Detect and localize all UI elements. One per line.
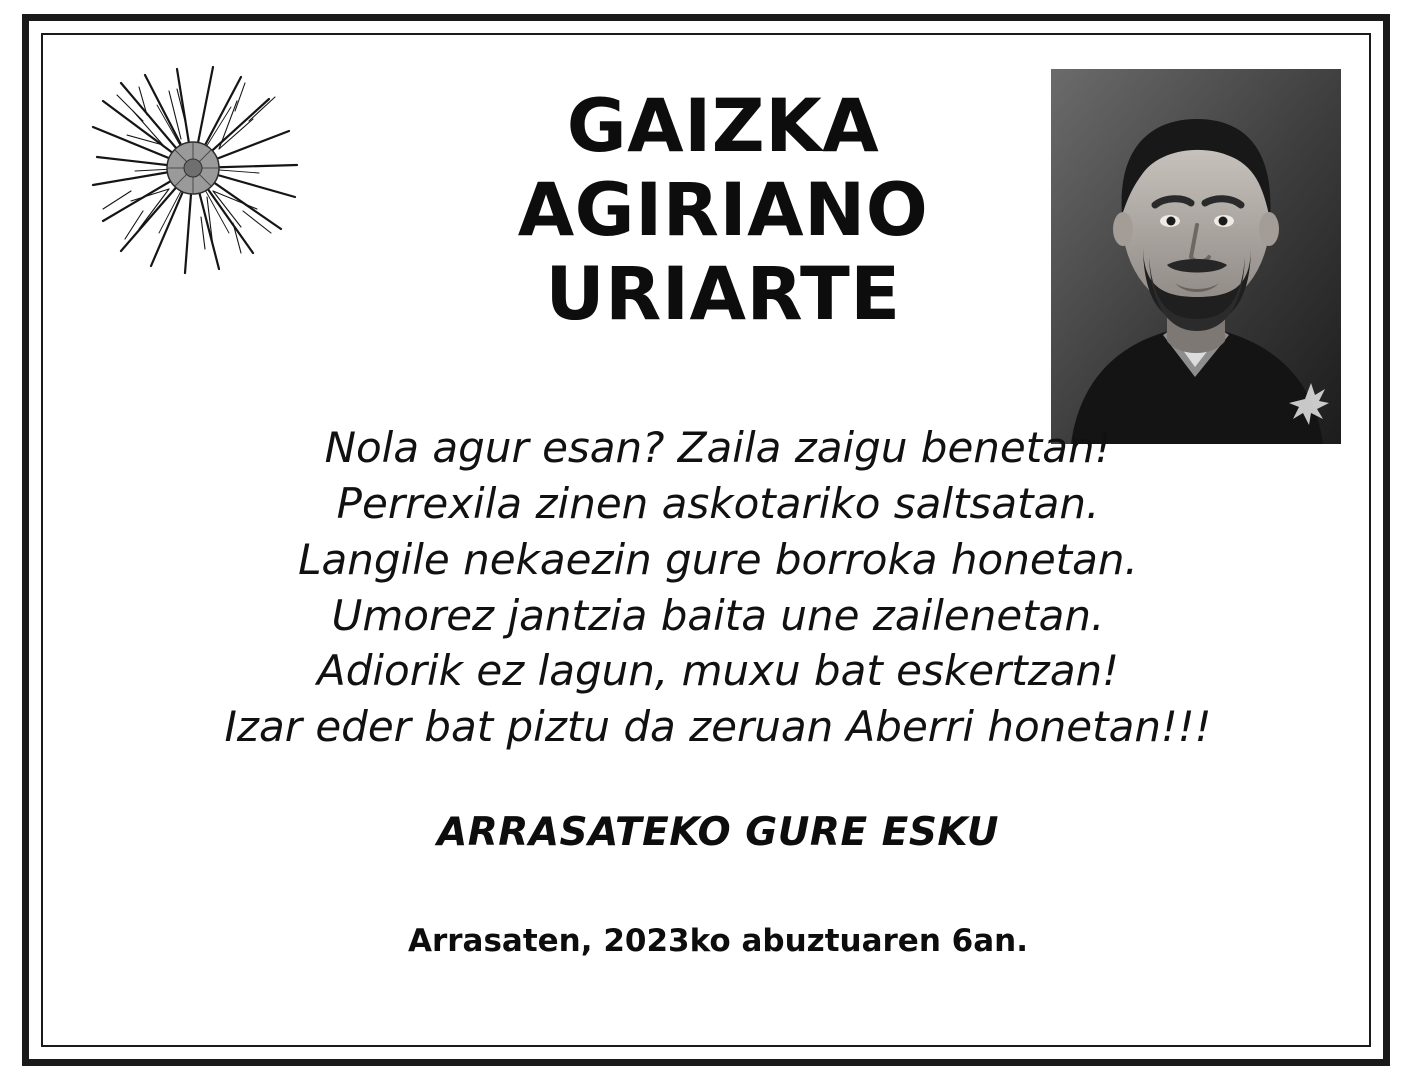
eguzkilore-thistle-icon	[73, 61, 313, 276]
name-line-2: AGIRIANO	[517, 167, 929, 253]
name-line-3: URIARTE	[545, 251, 901, 337]
notice-inner-frame	[41, 33, 1371, 1047]
deceased-name	[343, 85, 1103, 337]
signature-organization: ARRASATEKO GURE ESKU	[437, 810, 999, 855]
obituary-notice	[22, 14, 1390, 1066]
poem-line: Umorez jantzia baita une zailenetan.	[331, 590, 1105, 640]
poem-line: Izar eder bat piztu da zeruan Aberri honetan!!!	[224, 702, 1212, 752]
poem-line: Adiorik ez lagun, muxu bat eskertzan!	[316, 646, 1120, 696]
memorial-poem	[103, 420, 1333, 755]
name-line-1: GAIZKA	[566, 84, 880, 169]
poem-line: Nola agur esan? Zaila zaigu benetan!	[324, 423, 1112, 472]
place-and-date: Arrasaten, 2023ko abuztuaren 6an.	[407, 923, 1029, 959]
poem-line: Langile nekaezin gure borroka honetan.	[298, 534, 1138, 584]
poem-line: Perrexila zinen askotariko saltsatan.	[336, 478, 1100, 528]
